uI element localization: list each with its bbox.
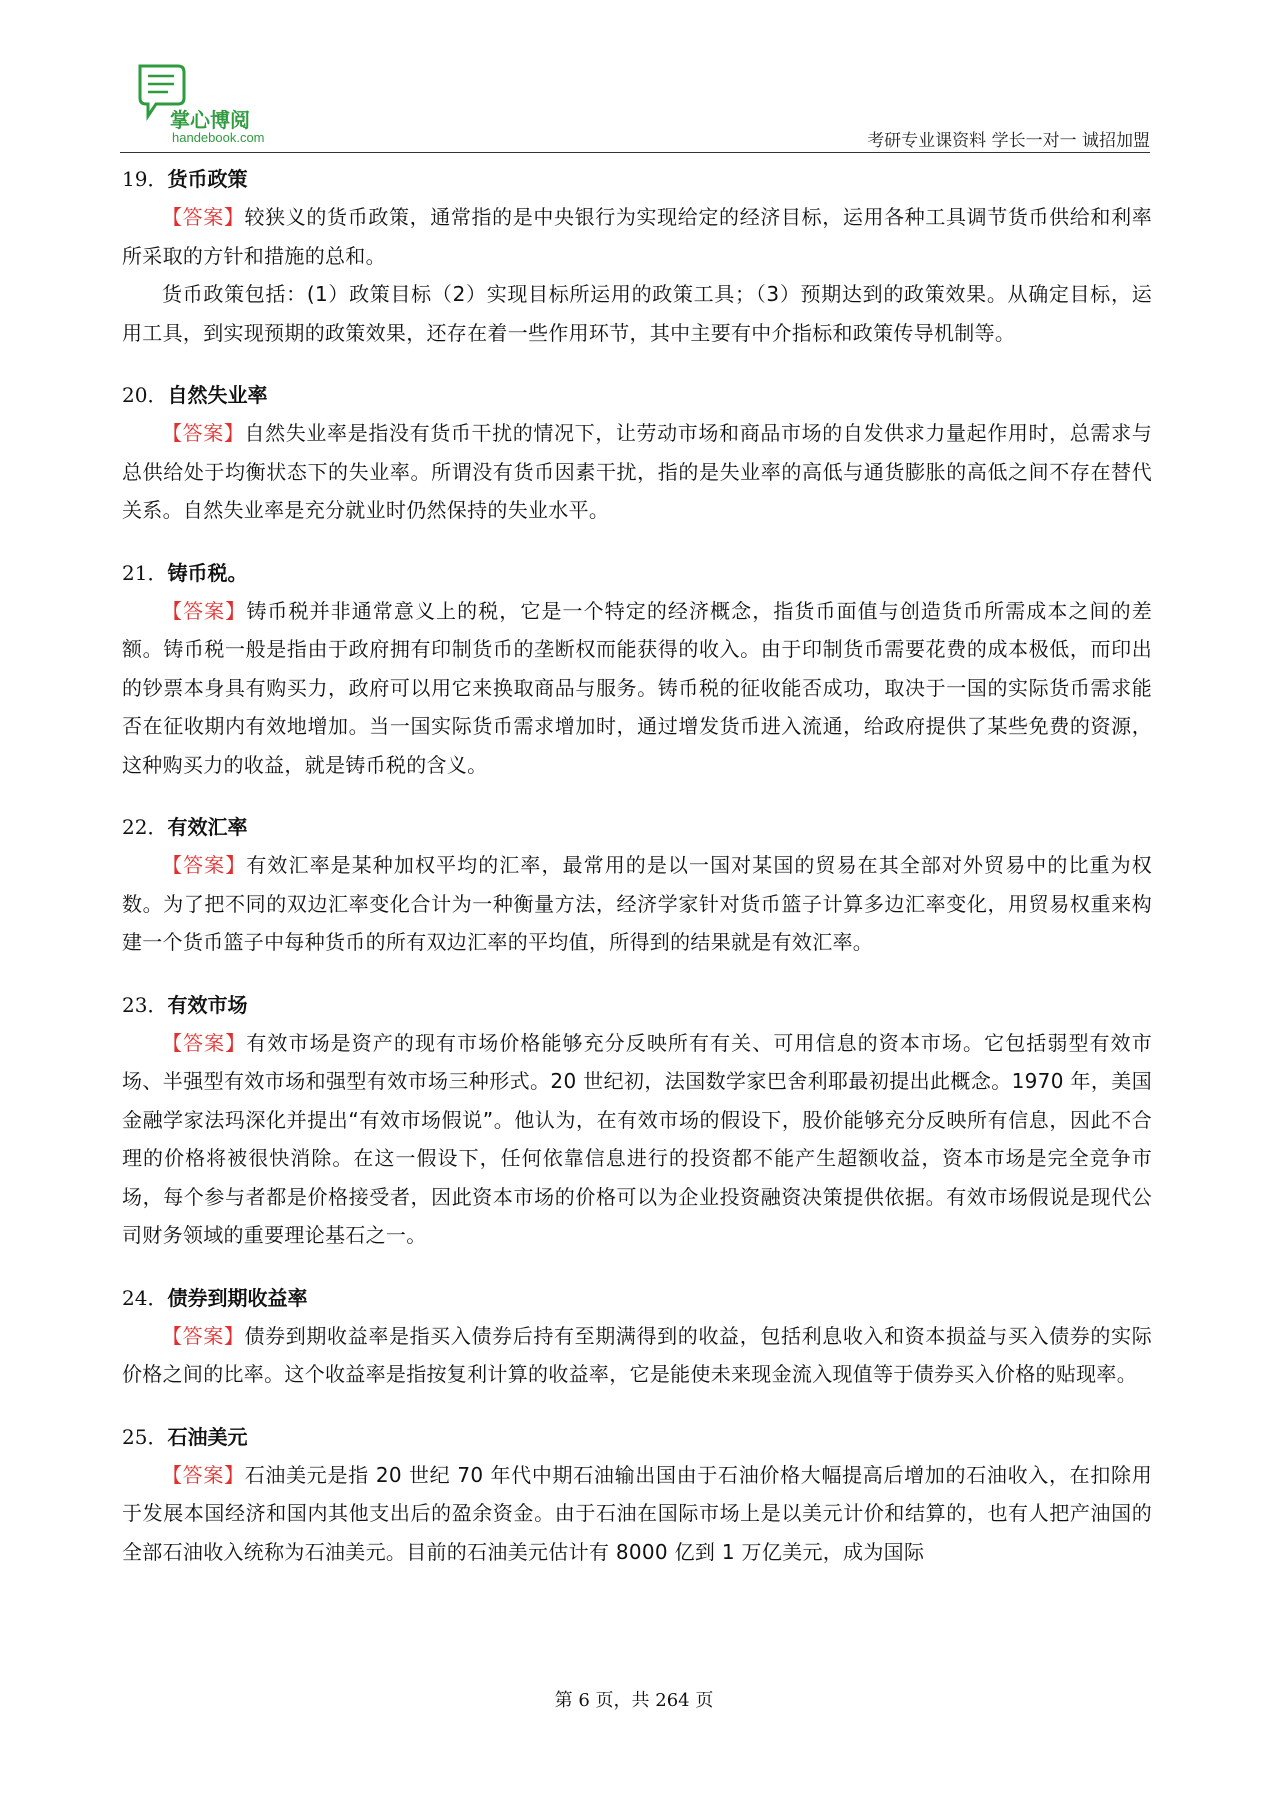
entry-title (122, 1279, 1152, 1317)
entry-number: 22． (122, 815, 168, 839)
paragraph-text: 债券到期收益率是指买入债券后持有至期满得到的收益，包括利息收入和资本损益与买入债券的实际价格之间的比率。这个收益率是指按复利计算的收益率，它是能使未来现金流入现值等于债券买入价格的贴现率。 (122, 1323, 1152, 1386)
header-divider (120, 152, 1150, 153)
document-body (122, 160, 1152, 1595)
paragraph-text: 自然失业率是指没有货币干扰的情况下，让劳动市场和商品市场的自发供求力量起作用时，总需求与总供给处于均衡状态下的失业率。所谓没有货币因素干扰，指的是失业率的高低与通货膨胀的高低之间不存在替代关系。自然失业率是充分就业时仍然保持的失业水平。 (122, 421, 1152, 522)
answer-label: 【答案】 (162, 598, 247, 623)
logo-text: 掌心博阅 (170, 108, 250, 132)
page-footer: 第 6 页，共 264 页 (554, 1690, 714, 1711)
entry-19 (122, 160, 1152, 352)
answer-label: 【答案】 (162, 853, 247, 877)
entry-number: 24． (122, 1285, 168, 1310)
entry-heading: 有效市场 (167, 992, 248, 1017)
entry-paragraph (122, 1024, 1152, 1255)
page-header (120, 54, 1150, 154)
entry-heading: 有效汇率 (167, 815, 248, 839)
answer-label: 【答案】 (162, 1030, 247, 1055)
entry-24 (122, 1279, 1152, 1394)
paragraph-text: 石油美元是指 20 世纪 70 年代中期石油输出国由于石油价格大幅提高后增加的石油收入，在扣除用于发展本国经济和国内其他支出后的盈余资金。由于石油在国际市场上是以美元计价和结算的，也有人把产油国的全部石油收入统称为石油美元。目前的石油美元估计有 8000 亿到 1 万亿美元，成为国际 (122, 1462, 1153, 1564)
paragraph-text: 货币政策包括：(1）政策目标（2）实现目标所运用的政策工具；（3）预期达到的政策效果。从确定目标，运用工具，到实现预期的政策效果，还存在着一些作用环节，其中主要有中介指标和政策传导机制等。 (122, 282, 1152, 345)
entry-number: 21． (122, 560, 168, 585)
entry-heading: 石油美元 (167, 1424, 248, 1449)
entry-20 (122, 376, 1152, 530)
entry-heading: 铸币税。 (167, 560, 248, 585)
entry-title (122, 554, 1152, 592)
entry-paragraph (122, 275, 1152, 352)
paragraph-text: 有效汇率是某种加权平均的汇率，最常用的是以一国对某国的贸易在其全部对外贸易中的比重为权数。为了把不同的双边汇率变化合计为一种衡量方法，经济学家针对货币篮子计算多边汇率变化，用贸易权重来构建一个货币篮子中每种货币的所有双边汇率的平均值，所得到的结果就是有效汇率。 (122, 853, 1152, 954)
entry-number: 19． (122, 167, 168, 191)
entry-number: 25． (122, 1424, 168, 1449)
entry-paragraph (122, 1317, 1152, 1394)
entry-22 (122, 808, 1152, 962)
entry-paragraph (122, 1456, 1152, 1572)
entry-number: 20． (122, 383, 168, 407)
paragraph-text: 铸币税并非通常意义上的税，它是一个特定的经济概念，指货币面值与创造货币所需成本之间的差额。铸币税一般是指由于政府拥有印制货币的垄断权而能获得的收入。由于印制货币需要花费的成本极低，而印出的钞票本身具有购买力，政府可以用它来换取商品与服务。铸币税的征收能否成功，取决于一国的实际货币需求能否在征收期内有效地增加。当一国实际货币需求增加时，通过增发货币进入流通，给政府提供了某些免费的资源，这种购买力的收益，就是铸币税的含义。 (122, 598, 1152, 777)
answer-label: 【答案】 (162, 205, 245, 229)
logo-url: handebook.com (172, 130, 265, 145)
entry-title (122, 808, 1152, 846)
header-slogan: 考研专业课资料 学长一对一 诚招加盟 (867, 131, 1150, 151)
entry-title (122, 1418, 1152, 1456)
entry-23 (122, 986, 1152, 1255)
entry-25 (122, 1418, 1152, 1572)
paragraph-text: 较狭义的货币政策，通常指的是中央银行为实现给定的经济目标，运用各种工具调节货币供给和利率所采取的方针和措施的总和。 (122, 205, 1152, 268)
entry-heading: 自然失业率 (167, 383, 268, 407)
entry-heading: 货币政策 (167, 167, 248, 191)
entry-paragraph (122, 414, 1152, 530)
entry-paragraph (122, 846, 1152, 962)
answer-label: 【答案】 (162, 1462, 245, 1487)
entry-heading: 债券到期收益率 (167, 1285, 308, 1310)
entry-title (122, 376, 1152, 414)
entry-paragraph (122, 198, 1152, 275)
entry-paragraph (122, 592, 1152, 785)
entry-title (122, 160, 1152, 198)
paragraph-text: 有效市场是资产的现有市场价格能够充分反映所有有关、可用信息的资本市场。它包括弱型有效市场、半强型有效市场和强型有效市场三种形式。20 世纪初，法国数学家巴舍利耶最初提出此概念。1970 年，美国金融学家法玛深化并提出“有效市场假说”。他认为，在有效市场的假设下，股价能够充分反映所有信息，因此不合理的价格将被很快消除。在这一假设下，任何依靠信息进行的投资都不能产生超额收益，资本市场是完全竞争市场，每个参与者都是价格接受者，因此资本市场的价格可以为企业投资融资决策提供依据。有效市场假说是现代公司财务领域的重要理论基石之一。 (122, 1030, 1152, 1247)
entry-number: 23． (122, 992, 168, 1017)
answer-label: 【答案】 (162, 1323, 245, 1348)
answer-label: 【答案】 (162, 421, 245, 445)
entry-21 (122, 554, 1152, 785)
entry-title (122, 986, 1152, 1024)
